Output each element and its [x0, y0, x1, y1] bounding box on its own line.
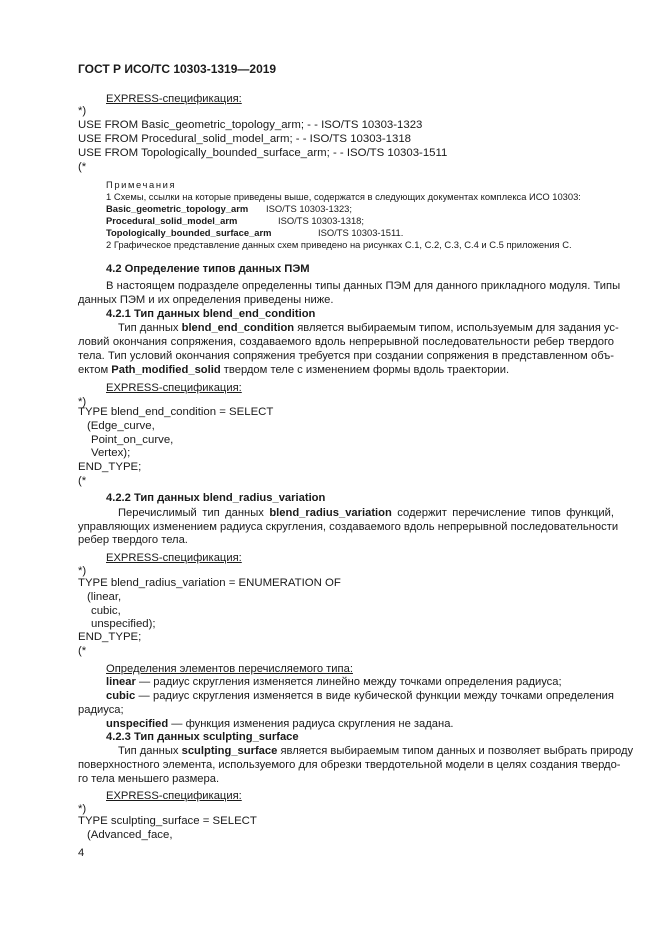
paragraph-line: ребер твердого тела.: [78, 534, 188, 546]
note-ref-name: Basic_geometric_topology_arm: [106, 203, 249, 214]
note-ref-doc: ISO/TS 10303-1318;: [278, 215, 364, 226]
express-spec-heading: EXPRESS-спецификация:: [106, 93, 242, 105]
enum-def-unspecified: unspecified — функция изменения радиуса скругления не задана.: [106, 718, 454, 730]
code-line: Point_on_curve,: [91, 434, 174, 446]
paragraph-line: ектом Path_modified_solid твердом теле с изменением формы вдоль траектории.: [78, 364, 510, 376]
enum-def-linear: linear — радиус скругления изменяется линейно между точками определения радиуса;: [106, 676, 562, 688]
code-line: *): [78, 565, 87, 577]
code-line: (*: [78, 645, 87, 657]
paragraph-line: поверхностного элемента, используемого для обрезки твердотельной модели в целях создания твердо-: [78, 759, 621, 771]
note-ref-doc: ISO/TS 10303-1323;: [266, 203, 352, 214]
page-header-title: ГОСТ Р ИСО/ТС 10303-1319—2019: [78, 62, 277, 76]
paragraph-line: Тип данных sculpting_surface является выбираемым типом данных и позволяет выбрать природу: [118, 745, 634, 757]
code-line: *): [78, 396, 87, 408]
paragraph-line: управляющих изменением радиуса скругления, создаваемого вдоль непрерывной последовательности: [78, 521, 619, 533]
paragraph-line: тела. Тип условий окончания сопряжения требуется при создании сопряжения в представленном объ-: [78, 350, 614, 362]
code-line: END_TYPE;: [78, 461, 142, 473]
paragraph-line: ловий окончания сопряжения, создаваемого вдоль непрерывной последовательности ребер твердого: [78, 336, 614, 348]
code-line: TYPE blend_radius_variation = ENUMERATION OF: [78, 577, 341, 589]
code-line: (*: [78, 475, 87, 487]
subsection-heading: 4.2.1 Тип данных blend_end_condition: [106, 308, 316, 320]
paragraph-line: Тип данных blend_end_condition является выбираемым типом, используемым для задания ус-: [118, 322, 619, 334]
code-line: unspecified);: [91, 618, 156, 630]
enum-def-cubic-cont: радиуса;: [78, 704, 124, 716]
enum-definitions-heading: Определения элементов перечисляемого типа:: [106, 663, 353, 675]
code-line: USE FROM Procedural_solid_model_arm; - - ISO/TS 10303-1318: [78, 133, 411, 145]
note-ref-doc: ISO/TS 10303-1511.: [318, 227, 404, 238]
subsection-heading: 4.2.3 Тип данных sculpting_surface: [106, 731, 299, 743]
paragraph-line: го тела меньшего размера.: [78, 773, 220, 785]
code-line: (linear,: [87, 591, 122, 603]
note-ref-name: Procedural_solid_model_arm: [106, 215, 238, 226]
code-line: USE FROM Topologically_bounded_surface_arm; - - ISO/TS 10303-1511: [78, 147, 448, 159]
note-2: 2 Графическое представление данных схем приведено на рисунках С.1, С.2, С.3, С.4 и С.5 приложения С.: [106, 239, 572, 250]
subsection-heading: 4.2.2 Тип данных blend_radius_variation: [106, 492, 326, 504]
code-line: *): [78, 105, 87, 117]
page-number: 4: [78, 847, 85, 859]
code-line: Vertex);: [91, 447, 131, 459]
express-spec-heading: EXPRESS-спецификация:: [106, 382, 242, 394]
code-line: TYPE blend_end_condition = SELECT: [78, 406, 274, 418]
express-spec-heading: EXPRESS-спецификация:: [106, 790, 242, 802]
enum-def-cubic: cubic — радиус скругления изменяется в виде кубической функции между точками определения: [106, 690, 614, 702]
notes-title: Примечания: [106, 179, 177, 190]
code-line: (Advanced_face,: [87, 829, 173, 841]
code-line: END_TYPE;: [78, 631, 142, 643]
paragraph-line: данных ПЭМ и их определения приведены ниже.: [78, 294, 334, 306]
section-heading: 4.2 Определение типов данных ПЭМ: [106, 263, 310, 275]
note-ref-name: Topologically_bounded_surface_arm: [106, 227, 272, 238]
paragraph-line: В настоящем подразделе определенны типы данных ПЭМ для данного прикладного модуля. Типы: [106, 280, 621, 292]
code-line: USE FROM Basic_geometric_topology_arm; - - ISO/TS 10303-1323: [78, 119, 423, 131]
code-line: *): [78, 803, 87, 815]
note-1: 1 Схемы, ссылки на которые приведены выше, содержатся в следующих документах комплекса ИСО 10303:: [106, 191, 581, 202]
express-spec-heading: EXPRESS-спецификация:: [106, 552, 242, 564]
code-line: (Edge_curve,: [87, 420, 155, 432]
code-line: cubic,: [91, 605, 121, 617]
code-line: TYPE sculpting_surface = SELECT: [78, 815, 257, 827]
code-line: (*: [78, 161, 87, 173]
paragraph-line: Перечислимый тип данных blend_radius_variation содержит перечисление типов функций,: [118, 507, 614, 519]
